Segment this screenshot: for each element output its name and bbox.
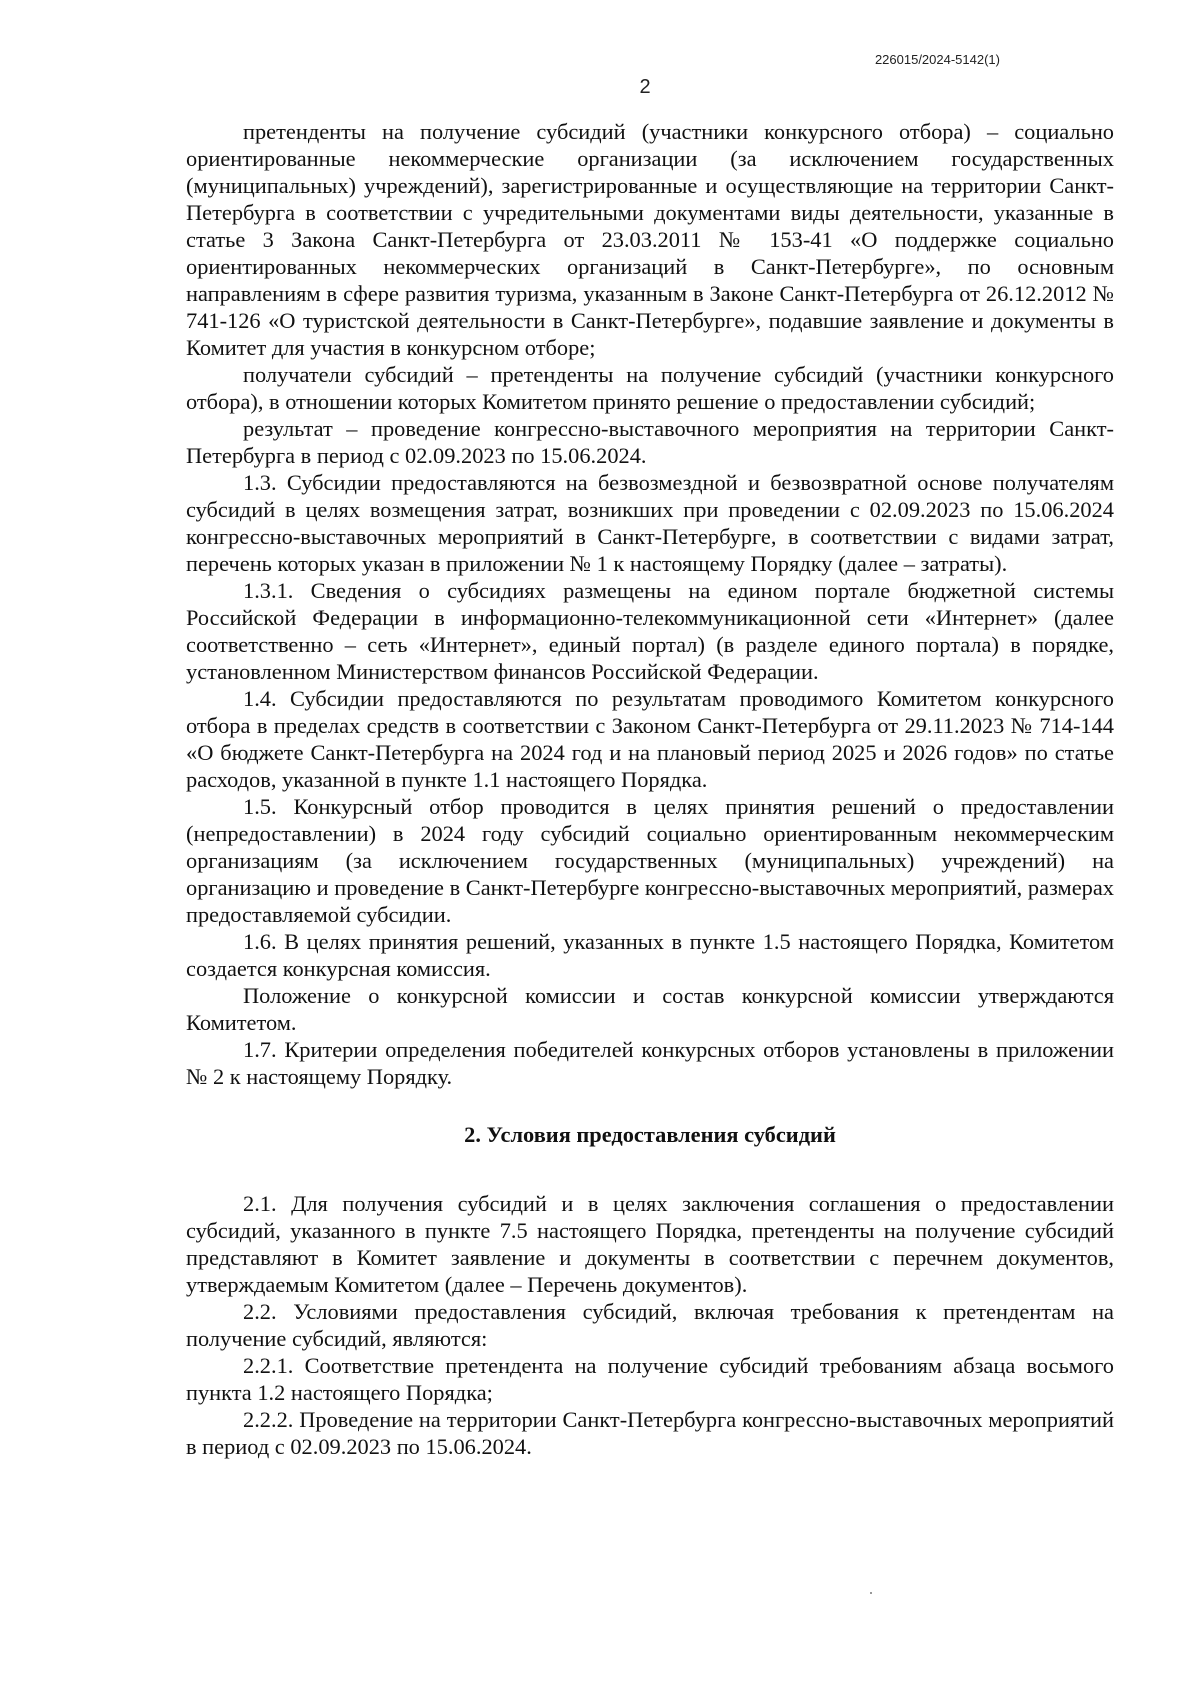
- paragraph-commission-regulation: Положение о конкурсной комиссии и состав конкурсной комиссии утверждаются Комитетом.: [186, 983, 1114, 1035]
- document-body: [186, 118, 1114, 1460]
- page-number: 2: [639, 76, 651, 98]
- document-id: 226015/2024-5142(1): [874, 52, 1000, 67]
- paragraph-2-2-2: 2.2.2. Проведение на территории Санкт-Петербурга конгрессно-выставочных мероприятий в период с 02.09.2023 по 15.06.2024.: [186, 1407, 1114, 1459]
- paragraph-1-3: 1.3. Субсидии предоставляются на безвозмездной и безвозвратной основе получателям субсидий в целях возмещения затрат, возникших при проведении с 02.09.2023 по 15.06.2024 конгрессно-выставочных мероприятий в Санкт-Петербурге, в соответствии с видами затрат, перечень которых указан в приложении № 1 к настоящему Порядку (далее – затраты).: [186, 470, 1114, 576]
- section-2-heading: 2. Условия предоставления субсидий: [464, 1122, 836, 1147]
- paragraph-1-5: 1.5. Конкурсный отбор проводится в целях принятия решений о предоставлении (непредоставлении) в 2024 году субсидий социально ориентированным некоммерческим организациям (за исключением государственных (муниципальных) учреждений) на организацию и проведение в Санкт-Петербурге конгрессно-выставочных мероприятий, размерах предоставляемой субсидии.: [186, 794, 1114, 927]
- paragraph-2-1: 2.1. Для получения субсидий и в целях заключения соглашения о предоставлении субсидий, указанного в пункте 7.5 настоящего Порядка, претенденты на получение субсидий представляют в Комитет заявление и документы в соответствии с перечнем документов, утверждаемым Комитетом (далее – Перечень документов).: [186, 1191, 1114, 1297]
- scan-speck: [870, 1592, 872, 1594]
- paragraph-1-3-1: 1.3.1. Сведения о субсидиях размещены на едином портале бюджетной системы Российской Федерации в информационно-телекоммуникационной сети «Интернет» (далее соответственно – сеть «Интернет», единый портал) (в разделе единого портала) в порядке, установленном Министерством финансов Российской Федерации.: [186, 578, 1114, 684]
- paragraph-1-6: 1.6. В целях принятия решений, указанных в пункте 1.5 настоящего Порядка, Комитетом создается конкурсная комиссия.: [186, 929, 1114, 981]
- paragraph-2-2-1: 2.2.1. Соответствие претендента на получение субсидий требованиям абзаца восьмого пункта 1.2 настоящего Порядка;: [186, 1353, 1114, 1405]
- paragraph-recipients-definition: получатели субсидий – претенденты на получение субсидий (участники конкурсного отбора), в отношении которых Комитетом принято решение о предоставлении субсидий;: [186, 362, 1114, 414]
- paragraph-applicants-definition: претенденты на получение субсидий (участники конкурсного отбора) – социально ориентированные некоммерческие организации (за исключением государственных (муниципальных) учреждений), зарегистрированные и осуществляющие на территории Санкт-Петербурга в соответствии с учредительными документами виды деятельности, указанные в статье 3 Закона Санкт-Петербурга от 23.03.2011 № 153-41 «О поддержке социально ориентированных некоммерческих организаций в Санкт-Петербурге», по основным направлениям в сфере развития туризма, указанным в Законе Санкт-Петербурга от 26.12.2012 № 741-126 «О туристской деятельности в Санкт-Петербурге», подавшие заявление и документы в Комитет для участия в конкурсном отборе;: [186, 119, 1114, 360]
- paragraph-1-4: 1.4. Субсидии предоставляются по результатам проводимого Комитетом конкурсного отбора в пределах средств в соответствии с Законом Санкт-Петербурга от 29.11.2023 № 714-144 «О бюджете Санкт-Петербурга на 2024 год и на плановый период 2025 и 2026 годов» по статье расходов, указанной в пункте 1.1 настоящего Порядка.: [186, 686, 1114, 792]
- paragraph-2-2: 2.2. Условиями предоставления субсидий, включая требования к претендентам на получение субсидий, являются:: [186, 1299, 1114, 1351]
- paragraph-result-definition: результат – проведение конгрессно-выставочного мероприятия на территории Санкт-Петербурга в период с 02.09.2023 по 15.06.2024.: [186, 416, 1114, 468]
- paragraph-1-7: 1.7. Критерии определения победителей конкурсных отборов установлены в приложении № 2 к настоящему Порядку.: [186, 1037, 1114, 1089]
